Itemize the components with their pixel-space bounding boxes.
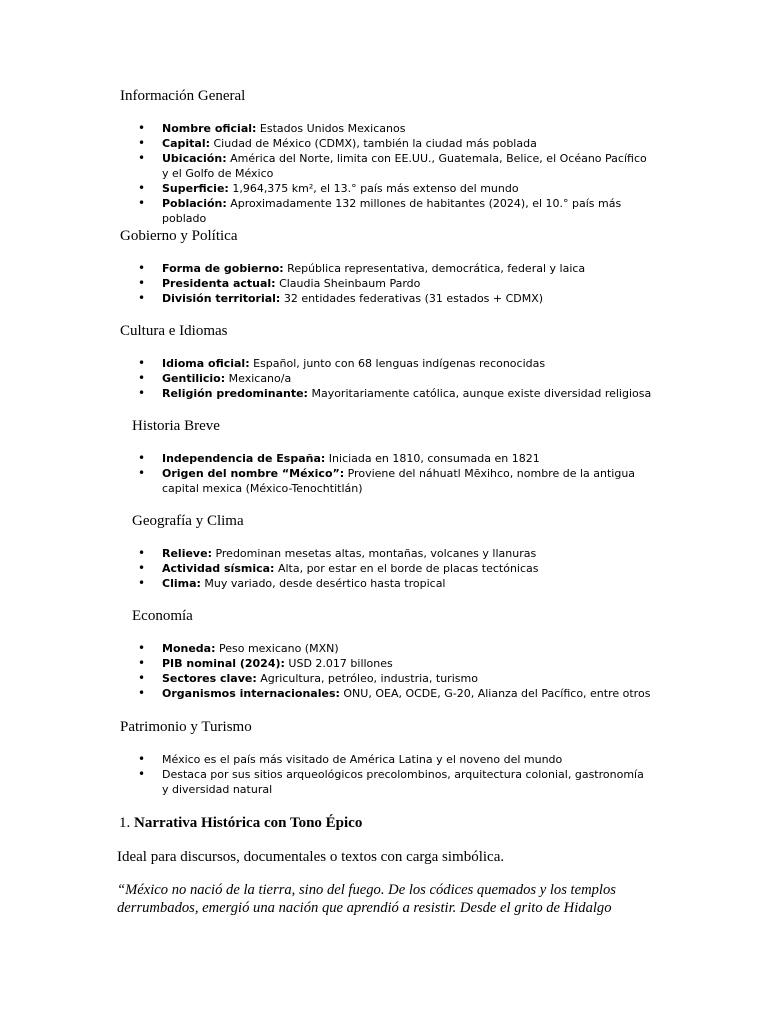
list-patrimonio-turismo <box>162 752 652 797</box>
list-item <box>162 466 652 496</box>
section-heading-historia-breve: Historia Breve <box>132 418 220 434</box>
item-label: Forma de gobierno: <box>162 262 284 275</box>
item-text: Predominan mesetas altas, montañas, volcanes y llanuras <box>211 547 537 560</box>
item-text: Alta, por estar en el borde de placas tectónicas <box>274 562 539 575</box>
item-text: República representativa, democrática, federal y laica <box>283 262 586 275</box>
list-item <box>162 261 652 276</box>
item-text: Proviene del náhuatl Mēxihco, nombre de la antigua capital mexica (México-Tenochtitlán) <box>162 467 636 495</box>
list-item <box>162 767 652 797</box>
item-label: Moneda: <box>162 642 216 655</box>
list-item <box>162 656 652 671</box>
item-text: Claudia Sheinbaum Pardo <box>275 277 421 290</box>
narrative-title: Narrativa Histórica con Tono Épico <box>134 815 363 831</box>
list-geografia-clima <box>162 546 652 591</box>
item-label: Religión predominante: <box>162 387 308 400</box>
section-heading-cultura-idiomas: Cultura e Idiomas <box>120 323 228 339</box>
item-text: 1,964,375 km², el 13.° país más extenso del mundo <box>228 182 519 195</box>
item-label: Población: <box>162 197 227 210</box>
item-label: Origen del nombre “México”: <box>162 467 345 480</box>
list-item <box>162 641 652 656</box>
item-label: Sectores clave: <box>162 672 257 685</box>
item-label: Relieve: <box>162 547 212 560</box>
list-item <box>162 136 652 151</box>
item-text: Estados Unidos Mexicanos <box>256 122 406 135</box>
list-item <box>162 671 652 686</box>
list-item <box>162 576 652 591</box>
item-label: Nombre oficial: <box>162 122 257 135</box>
list-item <box>162 276 652 291</box>
item-text: Aproximadamente 132 millones de habitantes (2024), el 10.° país más poblado <box>162 197 622 225</box>
item-label: Clima: <box>162 577 201 590</box>
section-heading-economia: Economía <box>132 608 193 624</box>
item-label: Presidenta actual: <box>162 277 276 290</box>
item-label: Capital: <box>162 137 210 150</box>
section-heading-gobierno-politica: Gobierno y Política <box>120 228 238 244</box>
list-gobierno-politica <box>162 261 652 306</box>
section-heading-informacion-general: Información General <box>120 88 246 104</box>
list-item <box>162 356 652 371</box>
list-item <box>162 121 652 136</box>
section-heading-geografia-clima: Geografía y Clima <box>132 513 244 529</box>
list-item <box>162 546 652 561</box>
item-label: Ubicación: <box>162 152 227 165</box>
item-text: Destaca por sus sitios arqueológicos precolombinos, arquitectura colonial, gastronomía y diversidad natural <box>162 768 644 796</box>
section-heading-patrimonio-turismo: Patrimonio y Turismo <box>120 719 252 735</box>
item-label: División territorial: <box>162 292 281 305</box>
list-economia <box>162 641 652 701</box>
narrative-intro: Ideal para discursos, documentales o textos con carga simbólica. <box>117 849 505 865</box>
item-text: Mexicano/a <box>225 372 292 385</box>
list-historia-breve <box>162 451 652 496</box>
item-text: USD 2.017 billones <box>284 657 393 670</box>
list-item <box>162 371 652 386</box>
item-text: México es el país más visitado de América Latina y el noveno del mundo <box>162 753 563 766</box>
list-item <box>162 196 652 226</box>
item-label: Independencia de España: <box>162 452 326 465</box>
list-item <box>162 752 652 767</box>
item-text: Muy variado, desde desértico hasta tropical <box>200 577 446 590</box>
item-label: Superficie: <box>162 182 229 195</box>
item-text: Mayoritariamente católica, aunque existe diversidad religiosa <box>307 387 652 400</box>
list-informacion-general <box>162 121 652 226</box>
list-item <box>162 451 652 466</box>
item-text: Agricultura, petróleo, industria, turismo <box>256 672 478 685</box>
item-text: Peso mexicano (MXN) <box>215 642 339 655</box>
list-item <box>162 291 652 306</box>
list-item <box>162 561 652 576</box>
item-text: 32 entidades federativas (31 estados + CDMX) <box>280 292 544 305</box>
item-text: América del Norte, limita con EE.UU., Guatemala, Belice, el Océano Pacífico y el Golfo de México <box>162 152 647 180</box>
list-cultura-idiomas <box>162 356 652 401</box>
list-item <box>162 181 652 196</box>
narrative-quote: “México no nació de la tierra, sino del fuego. De los códices quemados y los templos derrumbados, emergió una nación que aprendió a resistir. Desde el grito de Hidalgo <box>117 882 616 916</box>
list-item <box>162 151 652 181</box>
item-label: Gentilicio: <box>162 372 226 385</box>
narrative-number: 1. <box>119 815 131 831</box>
item-label: PIB nominal (2024): <box>162 657 285 670</box>
item-text: Español, junto con 68 lenguas indígenas reconocidas <box>249 357 546 370</box>
list-item <box>162 686 652 701</box>
item-label: Organismos internacionales: <box>162 687 340 700</box>
item-label: Actividad sísmica: <box>162 562 275 575</box>
item-label: Idioma oficial: <box>162 357 250 370</box>
item-text: ONU, OEA, OCDE, G-20, Alianza del Pacífico, entre otros <box>339 687 651 700</box>
item-text: Ciudad de México (CDMX), también la ciudad más poblada <box>210 137 537 150</box>
list-item <box>162 386 652 401</box>
item-text: Iniciada en 1810, consumada en 1821 <box>325 452 540 465</box>
narrative-heading <box>119 814 362 832</box>
